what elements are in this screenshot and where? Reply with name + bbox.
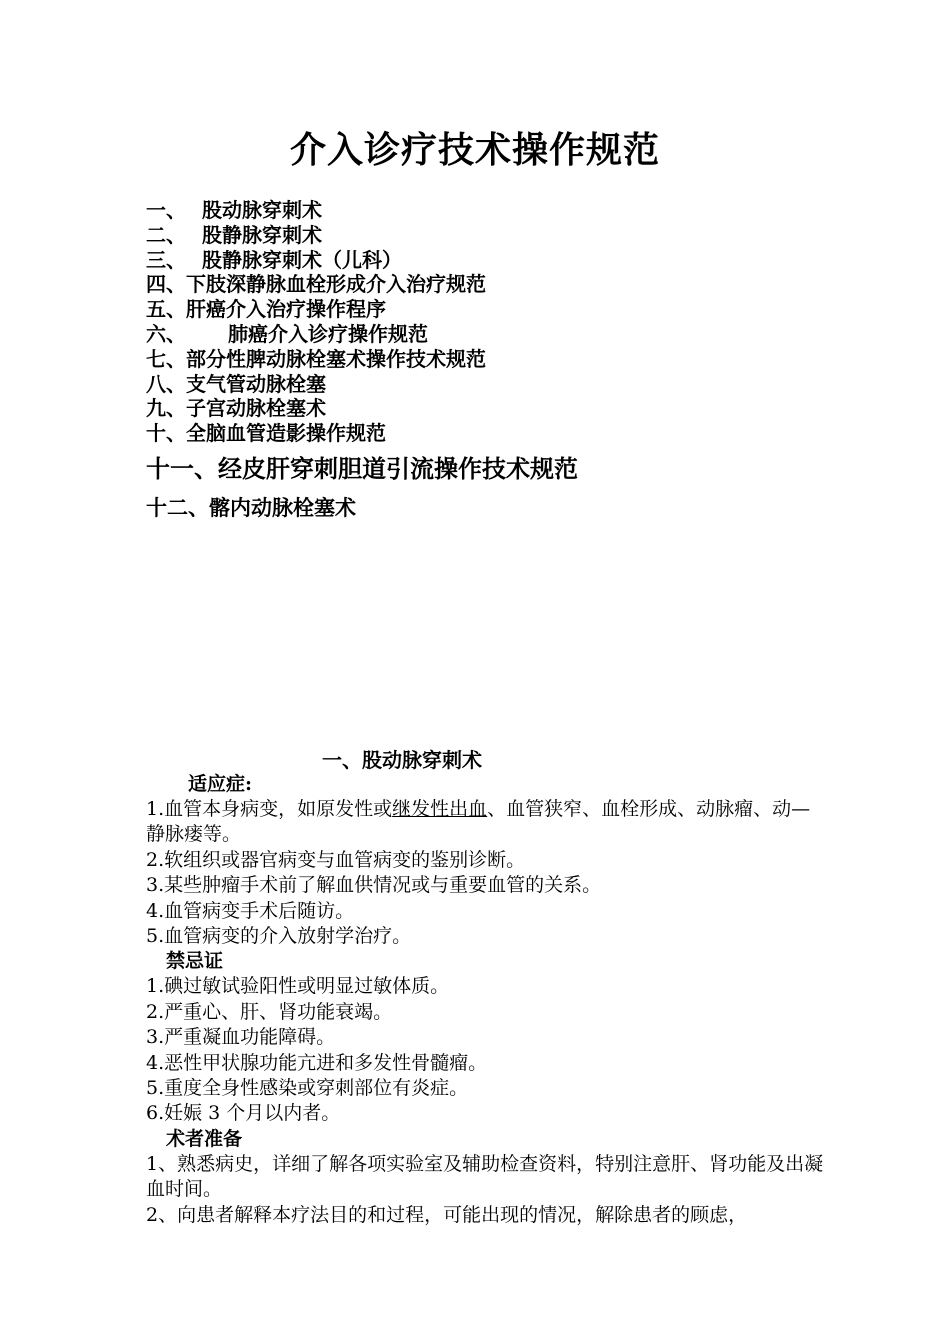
indication-text: 、血管狭窄、血栓形成、动脉瘤、动—静脉瘘等。 [146, 798, 811, 846]
contraindication-item: 3.严重凝血功能障碍。 [146, 1026, 336, 1049]
toc-item-number: 十二、 [146, 494, 209, 520]
toc-item-number: 一、 [146, 198, 186, 222]
toc-item [146, 248, 578, 273]
toc-item-text: 下肢深静脉血栓形成介入治疗规范 [186, 272, 486, 297]
toc-item-text: 部分性脾动脉栓塞术操作技术规范 [186, 346, 486, 371]
toc-item [146, 198, 578, 223]
section-title: 一、股动脉穿刺术 [322, 748, 482, 772]
toc-item-number: 二、 [146, 222, 186, 247]
toc-item-text: 肺癌介入诊疗操作规范 [228, 321, 428, 346]
toc-item [146, 421, 578, 446]
toc-item-text: 子宫动脉栓塞术 [186, 396, 326, 421]
toc-item-number: 八、 [146, 371, 186, 396]
toc-item [146, 491, 578, 525]
page-title: 介入诊疗技术操作规范 [289, 129, 660, 171]
toc-item-text: 髂内动脉栓塞术 [209, 494, 356, 520]
preparation-item: 2、向患者解释本疗法目的和过程，可能出现的情况，解除患者的顾虑， [146, 1203, 748, 1226]
indication-item: 4.血管病变手术后随访。 [146, 899, 355, 922]
toc-item-text: 经皮肝穿刺胆道引流操作技术规范 [218, 453, 578, 483]
indication-item: 2.软组织或器官病变与血管病变的鉴别诊断。 [146, 848, 526, 871]
toc-item [146, 322, 578, 347]
toc-item-text: 全脑血管造影操作规范 [186, 421, 386, 446]
toc-item-text: 肝癌介入治疗操作程序 [186, 297, 386, 322]
toc-item-number: 九、 [146, 396, 186, 421]
toc-item-number: 五、 [146, 297, 186, 322]
indication-item: 3.某些肿瘤手术前了解血供情况或与重要血管的关系。 [146, 874, 602, 897]
section-content [146, 772, 826, 1228]
toc-item [146, 223, 578, 248]
toc-item-text: 支气管动脉栓塞 [186, 371, 326, 396]
toc-item-number: 四、 [146, 272, 186, 297]
toc-item-text: 股静脉穿刺术（儿科） [202, 247, 402, 272]
toc-item-number: 十一、 [146, 453, 218, 483]
contraindication-item: 1.碘过敏试验阳性或明显过敏体质。 [146, 975, 450, 998]
toc-item-text: 股静脉穿刺术 [202, 222, 322, 247]
contraindication-item: 4.恶性甲状腺功能亢进和多发性骨髓瘤。 [146, 1051, 488, 1074]
toc-item [146, 347, 578, 372]
toc-item [146, 297, 578, 322]
underlined-term: 继发性出血 [392, 798, 488, 820]
contraindication-item: 6.妊娠 3 个月以内者。 [146, 1102, 341, 1125]
indication-text: 1.血管本身病变，如原发性或 [146, 798, 393, 820]
toc-item-number: 十、 [146, 421, 186, 446]
toc-item-number: 七、 [146, 346, 186, 371]
contraindication-item: 5.重度全身性感染或穿刺部位有炎症。 [146, 1077, 469, 1100]
table-of-contents [146, 198, 578, 525]
indication-item: 5.血管病变的介入放射学治疗。 [146, 925, 412, 948]
indication-item [146, 797, 826, 848]
toc-item [146, 449, 578, 489]
preparation-item: 1、熟悉病史，详细了解各项实验室及辅助检查资料，特别注意肝、肾功能及出凝血时间。 [146, 1152, 824, 1201]
toc-item-number: 三、 [146, 247, 186, 272]
contraindication-item: 2.严重心、肝、肾功能衰竭。 [146, 1000, 393, 1023]
preparation-heading: 术者准备 [166, 1127, 243, 1150]
toc-item [146, 272, 578, 297]
toc-item [146, 396, 578, 421]
toc-item-number: 六、 [146, 321, 186, 346]
toc-item [146, 372, 578, 397]
toc-item-text: 股动脉穿刺术 [202, 198, 322, 222]
indications-heading: 适应症: [188, 773, 253, 795]
contraindications-heading: 禁忌证 [166, 950, 224, 973]
